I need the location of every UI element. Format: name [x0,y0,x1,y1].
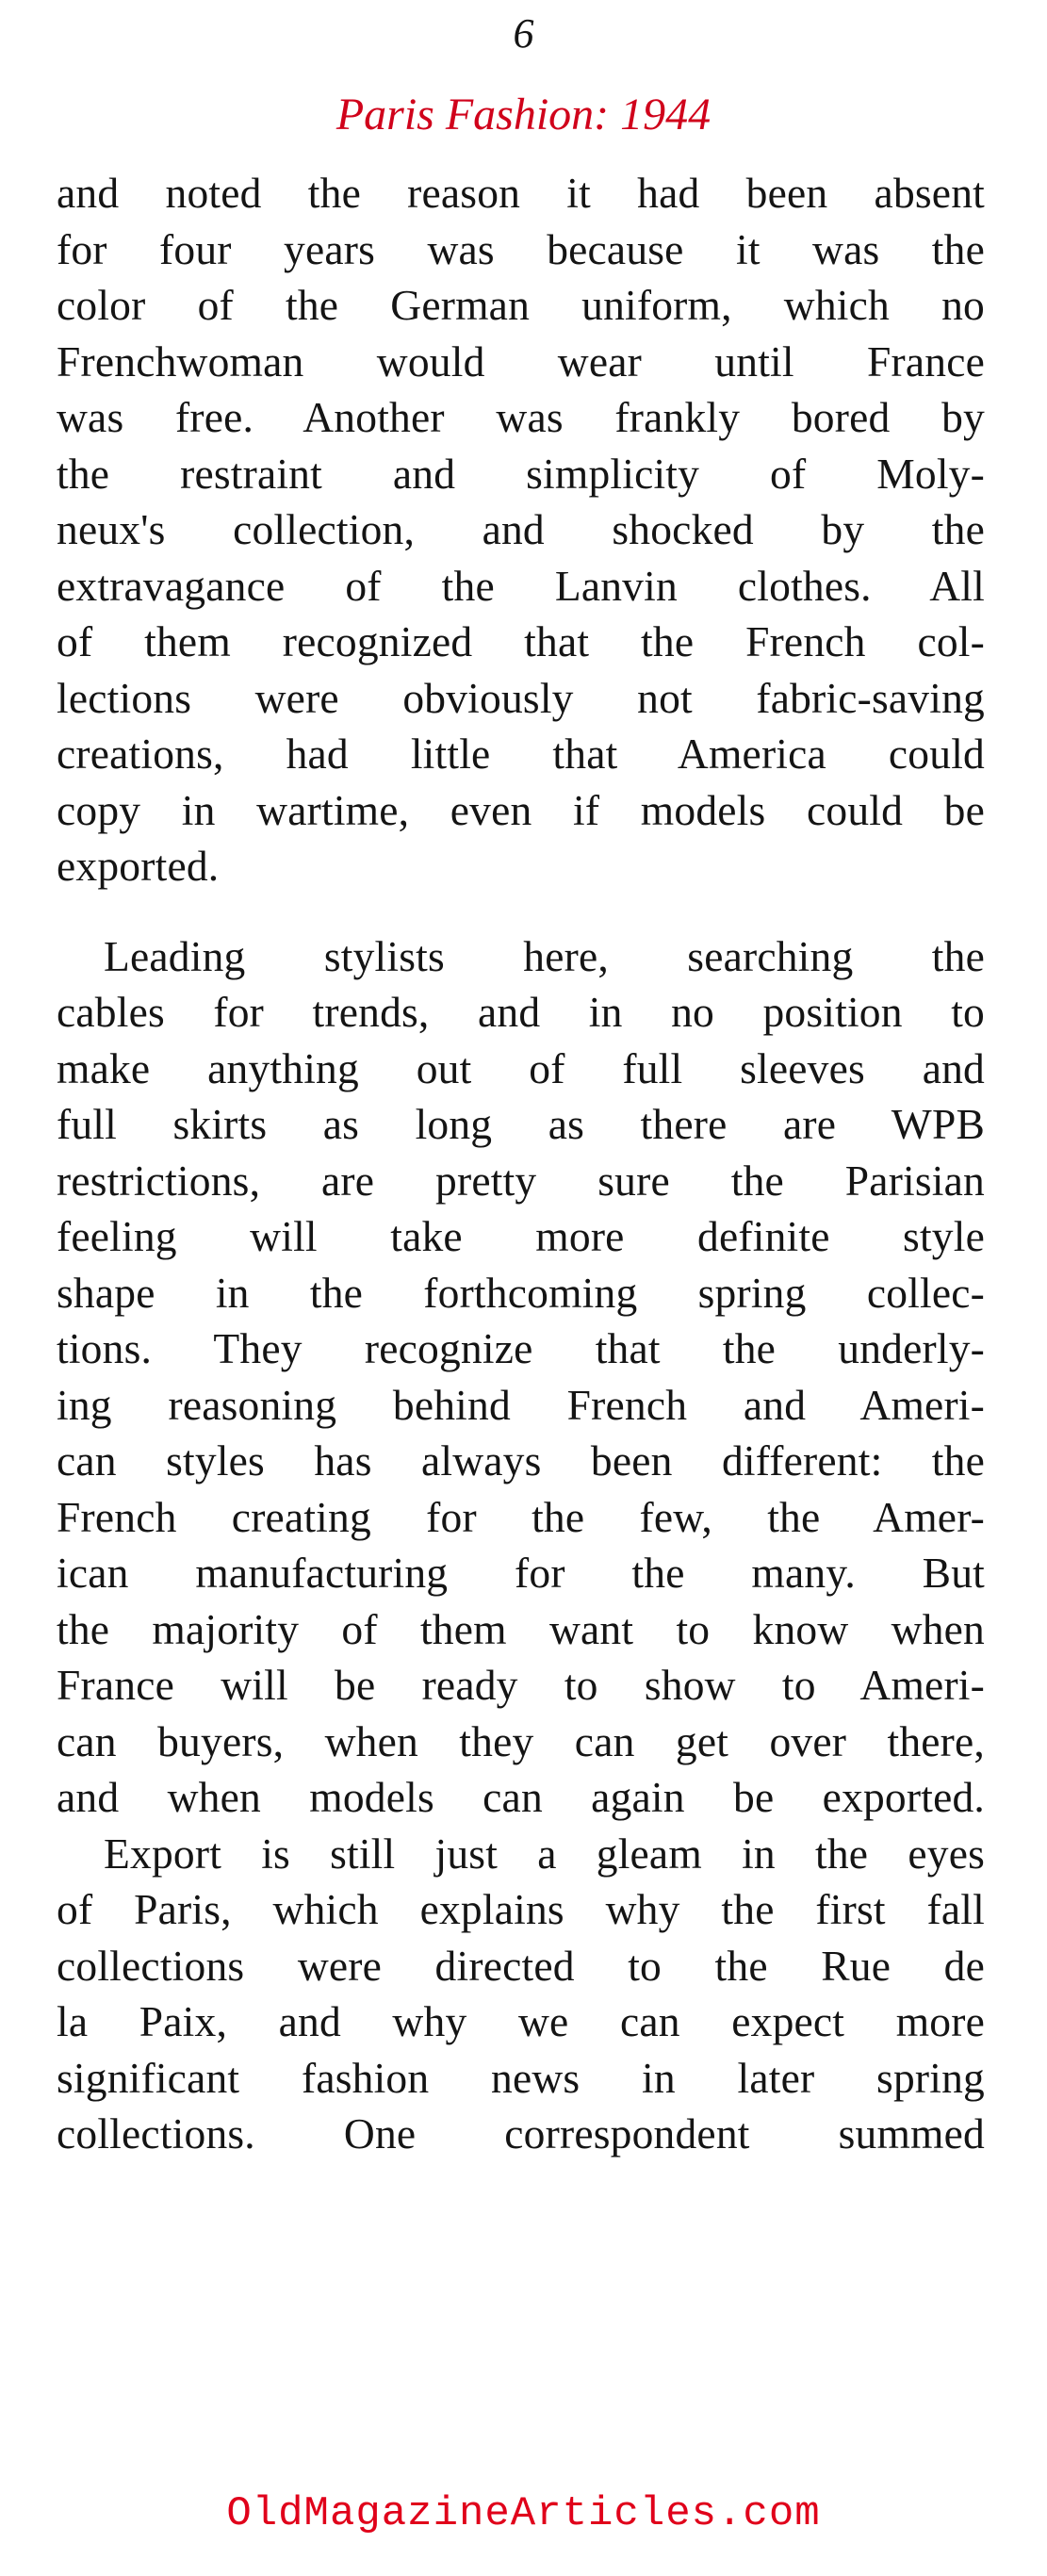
text-line: tions. They recognize that the underly- [57,1324,985,1372]
text-line: make anything out of full sleeves and [57,1043,985,1092]
text-line: can styles has always been different: the [57,1436,985,1485]
text-line: collections. One correspondent summed [57,2109,985,2158]
text-line: exported. [57,842,220,890]
text-line: neux's collection, and shocked by the [57,505,985,553]
text-line: France will be ready to show to Ameri- [57,1661,985,1709]
text-line: copy in wartime, even if models could be [57,785,985,834]
text-line: of them recognized that the French col- [57,617,985,665]
text-line: shape in the forthcoming spring collec- [57,1268,985,1317]
text-line: cables for trends, and in no position to [57,988,985,1036]
text-line: for four years was because it was the [57,224,985,273]
text-line: lections were obviously not fabric-saving [57,673,985,722]
paragraph [57,1826,985,2162]
text-line: ican manufacturing for the many. But [57,1549,985,1597]
text-line: ing reasoning behind French and Ameri- [57,1380,985,1429]
text-line: Frenchwoman would wear until France [57,336,985,386]
text-line: full skirts as long as there are WPB [57,1100,985,1148]
text-line: color of the German uniform, which no [57,281,985,329]
paragraph [57,928,985,1826]
text-line: restrictions, are pretty sure the Parisian [57,1156,985,1205]
site-watermark: OldMagazineArticles.com [226,2490,821,2537]
text-line: collections were directed to the Rue de [57,1941,985,1990]
text-line: feeling will take more definite style [57,1212,985,1260]
text-line: Leading stylists here, searching the [104,931,985,980]
text-line: Export is still just a gleam in the eyes [104,1829,985,1878]
article-header: Paris Fashion: 1944 [335,90,712,139]
text-line: and noted the reason it had been absent [57,169,985,217]
text-line: of Paris, which explains why the first fall [57,1885,985,1933]
text-line: la Paix, and why we can expect more [57,1997,985,2045]
text-line: significant fashion news in later spring [57,2053,985,2102]
text-line: was free. Another was frankly bored by [57,393,985,441]
article-body [57,165,985,2162]
paragraph [57,165,985,894]
page-number: 6 [513,10,534,57]
text-line: the majority of them want to know when [57,1604,985,1653]
text-line: can buyers, when they can get over there, [57,1716,985,1765]
text-line: creations, had little that America could [57,730,985,778]
text-line: and when models can again be exported. [57,1773,985,1821]
text-line: extravagance of the Lanvin clothes. All [57,561,985,610]
text-line: French creating for the few, the Amer- [57,1492,985,1541]
text-line: the restraint and simplicity of Moly- [57,449,985,498]
